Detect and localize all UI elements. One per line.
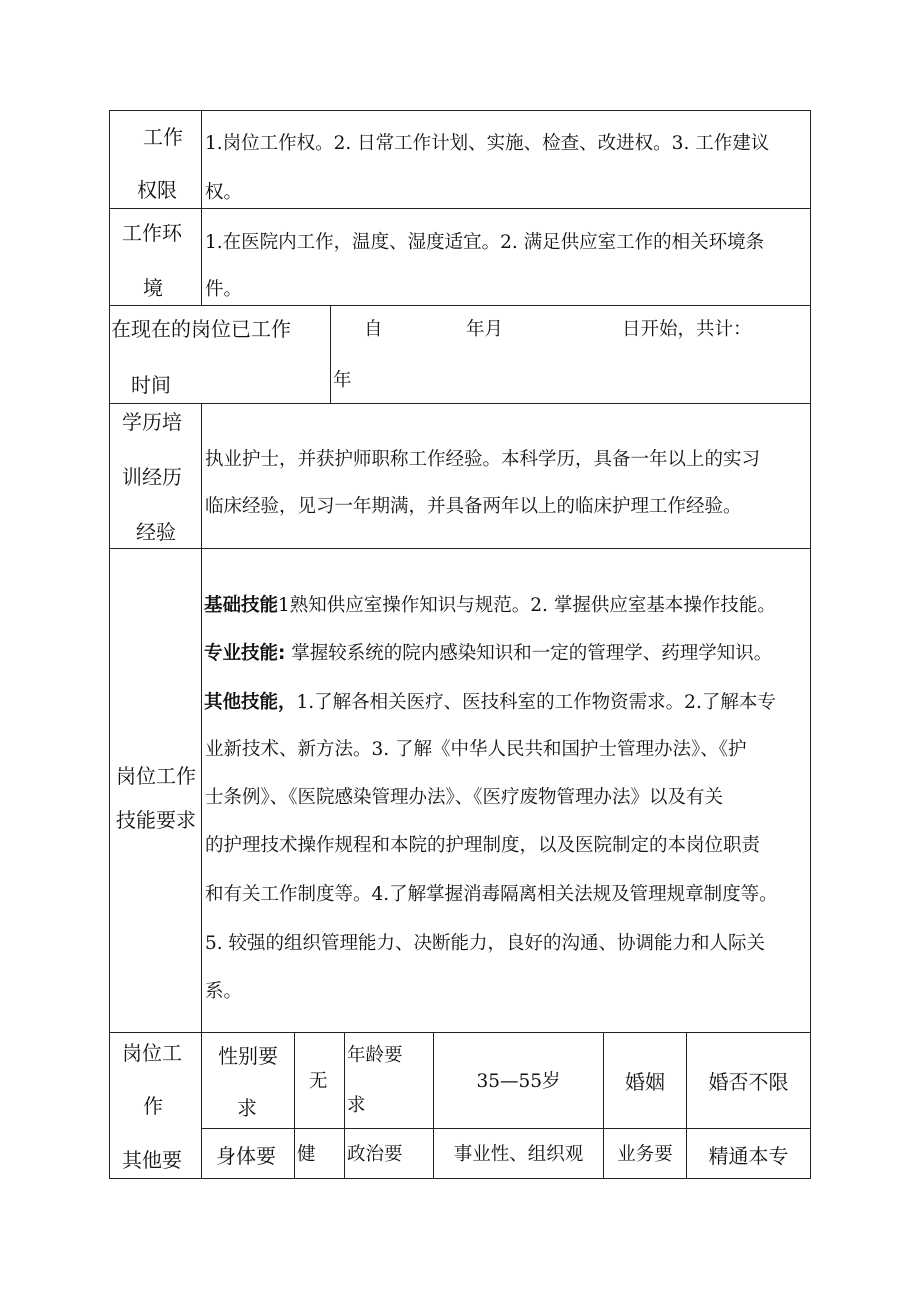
gender-label-line-1: 性别要 (218, 1044, 278, 1068)
business-value: 精通本专 (708, 1144, 789, 1168)
table-border-left (109, 110, 110, 1179)
other-skills-text: 1.了解各相关医疗、医技科室的工作物资需求。2.了解本专 (296, 692, 776, 713)
authority-text-line-1: 1.岗位工作权。2. 日常工作计划、实施、检查、改进权。3. 工作建议 (205, 133, 770, 154)
physical-value: 健 (297, 1144, 316, 1165)
other-req-label-line-2: 作 (143, 1094, 163, 1118)
other-skills-label: 其他技能， (204, 692, 297, 713)
environment-text-line-1: 1.在医院内工作，温度、湿度适宜。2. 满足供应室工作的相关环境条 (205, 232, 765, 253)
row-divider (109, 1032, 811, 1033)
row-divider (109, 548, 811, 549)
row-divider (109, 208, 811, 209)
authority-label-line-1: 工作 (143, 125, 183, 149)
column-divider (344, 1032, 345, 1179)
marriage-label: 婚姻 (625, 1070, 665, 1094)
other-skills-line (204, 690, 776, 715)
skills-text-line: 5. 较强的组织管理能力、决断能力，良好的沟通、协调能力和人际关 (205, 933, 766, 954)
skills-text-line: 士条例》、《医院感染管理办法》、《医疗废物管理办法》以及有关 (205, 787, 724, 808)
table-border-top (109, 110, 811, 111)
authority-text-line-2: 权。 (205, 182, 243, 203)
row-divider (109, 403, 811, 404)
tenure-year-month: 年月 (466, 319, 504, 340)
education-text-line-1: 执业护士，并获护师职称工作经验。本科学历，具备一年以上的实习 (205, 449, 761, 470)
column-divider (294, 1032, 295, 1179)
gender-label-line-2: 求 (237, 1096, 257, 1120)
authority-label-line-2: 权限 (137, 178, 177, 202)
professional-skills-line (204, 641, 772, 666)
tenure-label-line-2: 时间 (131, 373, 171, 397)
physical-label: 身体要 (216, 1144, 276, 1168)
business-label: 业务要 (617, 1144, 673, 1165)
political-label: 政治要 (347, 1144, 403, 1165)
column-divider (330, 305, 331, 404)
table-border-right (810, 110, 811, 1179)
professional-skills-text: 掌握较系统的院内感染知识和一定的管理学、药理学知识。 (285, 643, 773, 664)
skills-label-line-2: 技能要求 (116, 808, 196, 832)
tenure-day-start-total: 日开始，共计： (622, 319, 752, 340)
gender-value: 无 (309, 1071, 328, 1092)
skills-text-line: 的护理技术操作规程和本院的护理制度，以及医院制定的本岗位职责 (205, 835, 761, 856)
environment-label-line-2: 境 (143, 276, 163, 300)
age-label-line-2: 求 (347, 1095, 366, 1116)
skills-text-line: 系。 (205, 981, 243, 1002)
basic-skills-label: 基础技能 (204, 595, 279, 616)
row-divider (109, 305, 811, 306)
tenure-year: 年 (333, 370, 352, 391)
age-value: 35—55岁 (476, 1071, 561, 1092)
tenure-label-line-1: 在现在的岗位已工作 (111, 317, 291, 341)
basic-skills-line (204, 593, 776, 618)
education-label-line-3: 经验 (136, 520, 176, 544)
column-divider (201, 110, 202, 306)
environment-label-line-1: 工作环 (122, 221, 182, 245)
political-value: 事业性、组织观 (453, 1144, 584, 1165)
skills-text-line: 业新技术、新方法。3. 了解《中华人民共和国护士管理办法》、《护 (205, 739, 747, 760)
skills-label-line-1: 岗位工作 (116, 764, 196, 788)
table-border-bottom (109, 1178, 811, 1179)
education-label-line-1: 学历培 (122, 410, 182, 434)
environment-text-line-2: 件。 (205, 279, 243, 300)
other-req-label-line-3: 其他要 (122, 1148, 182, 1172)
professional-skills-label: 专业技能: (204, 643, 286, 664)
education-text-line-2: 临床经验，见习一年期满，并具备两年以上的临床护理工作经验。 (205, 496, 742, 517)
age-label-line-1: 年龄要 (347, 1045, 403, 1066)
column-divider (201, 403, 202, 1179)
skills-text-line: 和有关工作制度等。4.了解掌握消毒隔离相关法规及管理规章制度等。 (205, 884, 778, 905)
other-req-label-line-1: 岗位工 (122, 1041, 182, 1065)
education-label-line-2: 训经历 (122, 465, 182, 489)
basic-skills-text: 1熟知供应室操作知识与规范。2. 掌握供应室基本操作技能。 (278, 595, 776, 616)
marriage-value: 婚否不限 (708, 1070, 789, 1094)
tenure-from: 自 (364, 319, 383, 340)
